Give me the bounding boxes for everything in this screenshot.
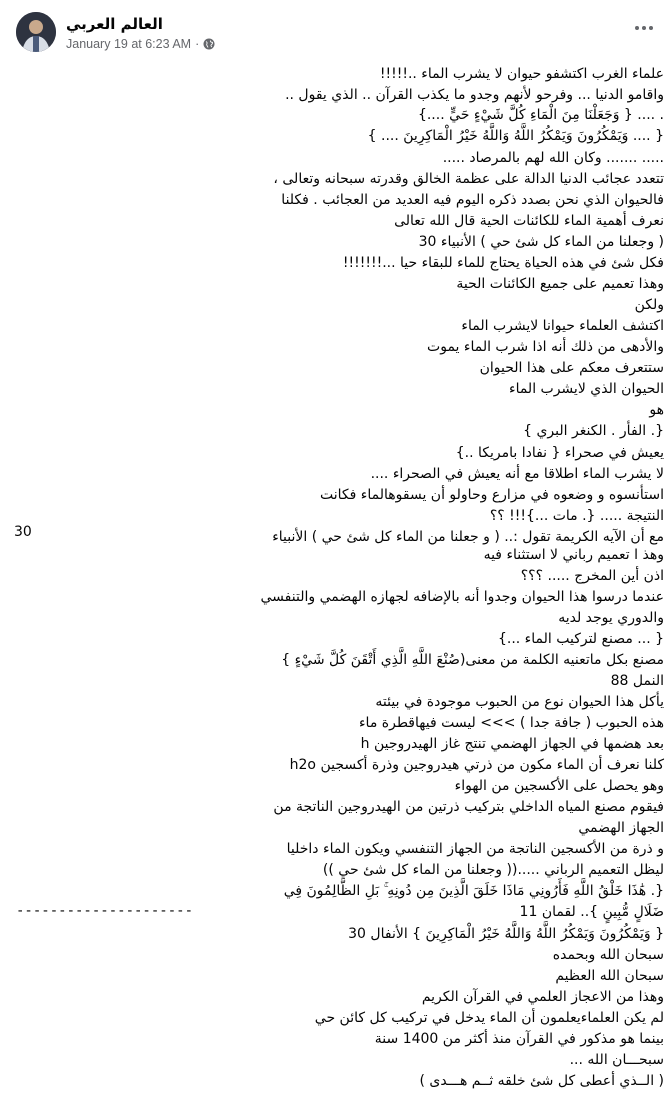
post-timestamp[interactable]: January 19 at 6:23 AM (66, 37, 192, 51)
post-line: والدوري يوجد لديه (558, 610, 664, 626)
page-name[interactable]: العالم العربي (66, 15, 163, 33)
post-meta (66, 37, 215, 51)
post-line: تتعدد عجائب الدنيا الدالة على عظمة الخالق وقدرته سبحانه وتعالى ، (273, 171, 664, 187)
more-options-button[interactable] (630, 18, 658, 38)
post-line: سبحـــان الله ... (569, 1052, 664, 1068)
post-line: ستتعرف معكم على هذا الحيوان (479, 360, 664, 376)
post-line: {. هَٰذَا خَلْقُ اللَّهِ فَأَرُونِي مَاذَا خَلَقَ الَّذِينَ مِن دُونِهِ ۚ بَلِ الظَّالِمُونَ فِي (283, 883, 664, 899)
post-line: النتيجة ..... {. مات ...}!!! ؟؟ (489, 508, 664, 524)
post-line: وهذا من الاعجاز العلمي في القرآن الكريم (421, 989, 664, 1005)
globe-icon (203, 38, 215, 50)
post-line: ..... ....... وكان الله لهم بالمرصاد ..... (442, 150, 664, 166)
post-line: { .... وَيَمْكُرُونَ وَيَمْكُرُ اللَّهُ وَاللَّهُ خَيْرُ الْمَاكِرِينَ .... } (367, 128, 664, 144)
post-line: يعيش في صحراء { نفادا بامريكا ..} (455, 445, 664, 461)
post-line: الجهاز الهضمي (578, 820, 664, 836)
post-line: بعد هضمها في الجهاز الهضمي تنتج غاز الهيدروجين h (360, 736, 664, 752)
post-line: والأدهى من ذلك أنه اذا شرب الماء يموت (427, 339, 664, 355)
post-line: لم يكن العلماءيعلمون أن الماء يدخل في تركيب كل كائن حي (314, 1010, 664, 1026)
post-line: ( وجعلنا من الماء كل شئ حي ) الأنبياء 30 (418, 234, 664, 250)
text-divider: --------------------- (16, 903, 194, 919)
post-line: { وَيَمْكُرُونَ وَيَمْكُرُ اللَّهُ وَاللَّهُ خَيْرُ الْمَاكِرِينَ } الأنفال 30 (348, 926, 664, 942)
post-line: 30 (14, 524, 32, 540)
post-line: ولكن (634, 297, 664, 313)
post-line: هو (649, 402, 664, 418)
post-line: الحيوان الذي لايشرب الماء (508, 381, 664, 397)
avatar[interactable] (16, 12, 56, 52)
post-line: لا يشرب الماء اطلاقا مع أنه يعيش في الصحراء .... (370, 466, 664, 482)
post-line: فالحيوان الذي نحن بصدد ذكره اليوم فيه العديد من العجائب . فكلنا (281, 192, 664, 208)
post-line: ضَلَالٍ مُّبِينٍ }.. لقمان 11 (519, 904, 664, 920)
post-line: . .... { وَجَعَلْنَا مِنَ الْمَاءِ كُلَّ شَيْءٍ حَيٍّ ....} (417, 107, 664, 123)
post-line: النمل 88 (610, 673, 664, 689)
post-line: بينما هو مذكور في القرآن منذ أكثر من 1400 سنة (374, 1031, 664, 1047)
post-line: وهذا تعميم على جميع الكائنات الحية (456, 276, 664, 292)
post-line: ليظل التعميم الرباني .....(( وجعلنا من الماء كل شئ حي )) (322, 862, 664, 878)
post-line: فكل شئ في هذه الحياة يحتاج للماء للبقاء حيا ...!!!!!!! (342, 255, 664, 271)
avatar-image-icon (16, 12, 56, 52)
post-line: عندما درسوا هذا الحيوان وجدوا أنه بالإضافه لجهازه الهضمي والتنفسي (260, 589, 664, 605)
post-line: استأنسوه و وضعوه في مزارع وحاولو أن يسقوهالماء فكانت (320, 487, 664, 503)
post-line: مع أن الآيه الكريمة تقول :.. ( و جعلنا من الماء كل شئ حي ) الأنبياء (272, 529, 664, 545)
post-line: نعرف أهمية الماء للكائنات الحية قال الله تعالى (394, 213, 664, 229)
post-line: { ... مصنع لتركيب الماء ...} (497, 631, 664, 647)
post-line: اذن أين المخرج ..... ؟؟؟ (520, 568, 664, 584)
post-line: كلنا نعرف أن الماء مكون من ذرتي هيدروجين وذرة أكسجين h2o (289, 757, 664, 773)
post-line: هذه الحبوب ( جافة جدا ) >>> ليست فيهاقطرة ماء (358, 715, 664, 731)
post-line: ( الــذي أعطى كل شئ خلقه ثــم هـــدى ) (419, 1073, 664, 1089)
post-line: سبحان الله وبحمده (552, 947, 664, 963)
post-line: سبحان الله العظيم (555, 968, 664, 984)
post-line: فيقوم مصنع المياه الداخلي بتركيب ذرتين من الهيدروجين الناتجة من (273, 799, 664, 815)
post-line: وهذ ا تعميم رباني لا استثناء فيه (483, 547, 664, 563)
post-line: واقامو الدنيا ... وفرحو لأنهم وجدو ما يكذب القرآن .. الذي يقول .. (285, 87, 664, 103)
post-line: {. الفأر . الكنغر البري } (523, 423, 664, 439)
post-line: وهو يحصل على الأكسجين من الهواء (454, 778, 664, 794)
meta-separator: · (195, 37, 200, 51)
post-line: و ذرة من الأكسجين الناتجة من الجهاز التنفسي ويكون الماء داخليا (286, 841, 664, 857)
post-header (16, 12, 658, 58)
more-dots-icon (634, 25, 654, 31)
post-line: علماء الغرب اكتشفو حيوان لا يشرب الماء ..!!!!! (379, 66, 664, 82)
post-line: مصنع بكل ماتعنيه الكلمة من معنى(صُنْعَ اللَّهِ الَّذِي أَتْقَنَ كُلَّ شَيْءٍ } (281, 652, 664, 668)
post-line: يأكل هذا الحيوان نوع من الحبوب موجودة في بيئته (375, 694, 664, 710)
post-line: اكتشف العلماء حيوانا لايشرب الماء (461, 318, 664, 334)
